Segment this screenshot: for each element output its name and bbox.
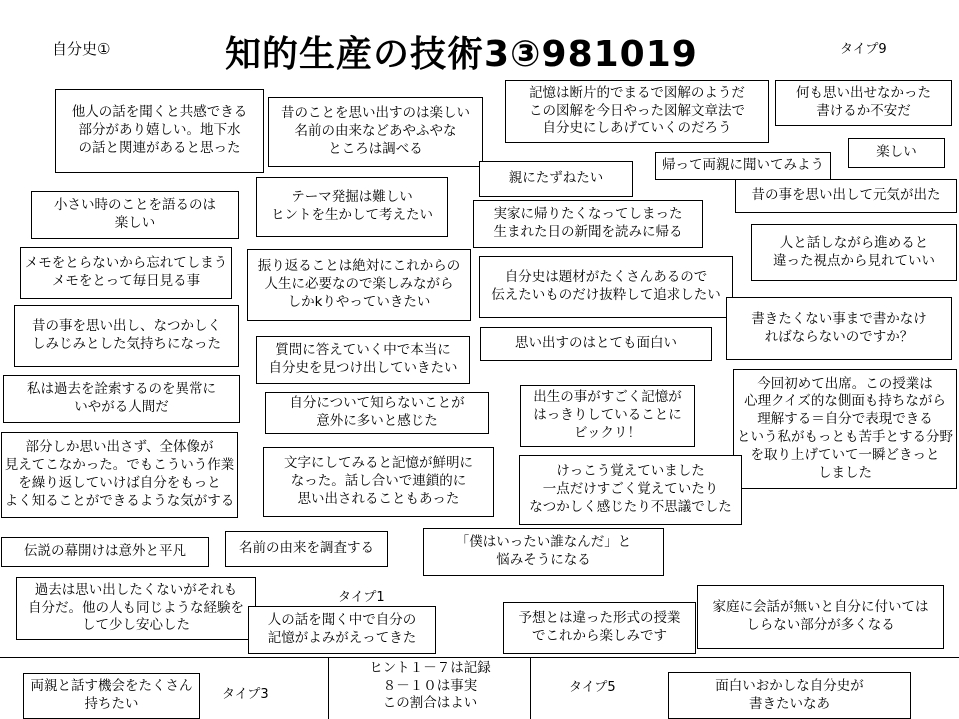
note-line: 部分があり嬉しい。地下水 — [78, 122, 241, 139]
note-line: 書きたくない事まで書かなけ — [751, 310, 927, 327]
note-line: 違った視点から見れていい — [773, 252, 935, 269]
note-card — [733, 369, 957, 489]
note-line: 生まれた日の新聞を読みに帰る — [493, 224, 683, 240]
note-line: して少し安心した — [82, 617, 190, 634]
note-line: 自分について知らないことが — [289, 395, 465, 412]
note-line: 私は過去を詮索するのを異常に — [27, 381, 216, 398]
note-line: 人生に必要なので楽しみながら — [264, 276, 454, 293]
hint-line: この割合はよい — [382, 695, 478, 712]
note-card — [479, 161, 633, 197]
note-line: 人の話を聞く中で自分の — [267, 612, 417, 629]
note-line: 心理クイズ的な側面も持ちながら — [744, 393, 946, 410]
note-card — [505, 80, 769, 143]
note-line: 人と話しながら進めると — [779, 234, 929, 251]
note-card — [265, 392, 489, 434]
note-card — [263, 447, 494, 517]
note-line: けっこう覚えていました — [556, 463, 705, 480]
hint-line: ヒント１－７は記録 — [369, 660, 491, 676]
note-line: しみじみとした気持ちになった — [32, 336, 221, 352]
type9-label: タイプ9 — [840, 42, 887, 57]
note-line: ればならないのですか？ — [764, 328, 914, 345]
note-card — [655, 152, 831, 180]
hint-text — [335, 660, 525, 713]
note-line: 実家に帰りたくなってしまった — [493, 206, 683, 223]
note-line: 過去は思い出したくないがそれも — [34, 581, 238, 598]
page-title: 知的生産の技術3③981019 — [225, 34, 698, 75]
note-line: 自分史にしあげていくのだろう — [542, 120, 732, 137]
note-card — [423, 528, 664, 576]
note-line: でこれから楽しみです — [532, 628, 667, 644]
note-line: 自分史は題材がたくさんあるので — [504, 269, 708, 286]
note-line: を繰り返していけば自分をもっと — [18, 475, 221, 491]
note-card — [668, 672, 911, 719]
note-card — [23, 673, 200, 719]
note-line: ところは調べる — [328, 140, 423, 157]
note-line: 伝えたいものだけ抜粋して追求したい — [491, 287, 721, 303]
note-card — [55, 89, 264, 173]
note-line: 他人の話を聞くと共感できる — [71, 104, 248, 121]
type3-label: タイプ3 — [222, 687, 269, 702]
note-line: 一点だけすごく覚えていたり — [542, 481, 719, 498]
note-card — [697, 585, 944, 649]
note-line: 記憶は断片的でまるで図解のようだ — [529, 84, 745, 101]
note-line: テーマ発掘は難しい — [291, 189, 413, 206]
note-card — [16, 577, 256, 640]
hint-line: ８－１０は事実 — [382, 677, 478, 694]
note-line: ビックリ！ — [574, 424, 641, 441]
note-line: という私がもっとも苦手とする分野 — [737, 429, 953, 445]
note-card — [14, 305, 239, 367]
note-line: しました — [818, 464, 872, 481]
page-label: 自分史① — [52, 40, 111, 58]
note-card — [480, 327, 712, 361]
note-line: メモをとって毎日見る事 — [51, 273, 201, 289]
note-line: なつかしく感じたり不思議でした — [529, 498, 732, 515]
type1-label: タイプ1 — [338, 590, 385, 605]
note-card — [3, 375, 240, 423]
note-line: 面白いおかしな自分史が — [715, 677, 864, 694]
note-line: 悩みそうになる — [496, 552, 591, 568]
note-line: 予想とは違った形式の授業 — [518, 610, 681, 627]
note-line: 出生の事がすごく記憶が — [533, 389, 682, 406]
note-line: 何も思い出せなかった — [796, 85, 931, 102]
note-line: しかkりやっていきたい — [287, 293, 431, 310]
note-line: 「僕はいったい誰なんだ」と — [455, 534, 632, 551]
note-line: 昔のことを思い出すのは楽しい — [281, 105, 470, 122]
note-card — [256, 336, 470, 384]
note-card — [775, 80, 952, 126]
note-card — [473, 200, 703, 248]
note-card — [268, 97, 483, 167]
note-line: 名前の由来などあやふやな — [294, 123, 457, 140]
note-card — [503, 602, 696, 654]
note-line: 思い出すのはとても面白い — [515, 335, 677, 352]
note-line: 理解する＝自分で表現できる — [757, 411, 933, 428]
note-line: 昔の事を思い出して元気が出た — [751, 187, 941, 204]
note-card — [735, 179, 957, 213]
note-line: よく知ることができるような気がする — [4, 492, 235, 509]
note-line: を取り上げていて一瞬どきっと — [750, 446, 940, 463]
note-card — [848, 138, 945, 168]
note-line: 伝説の幕開けは意外と平凡 — [24, 543, 186, 560]
note-line: 楽しい — [876, 144, 917, 161]
note-line: しらない部分が多くなる — [746, 617, 895, 633]
note-line: 自分だ。他の人も同じような経験を — [28, 599, 244, 616]
note-line: この図解を今日やった図解文章法で — [529, 102, 745, 119]
note-line: ヒントを生かして考えたい — [271, 207, 433, 223]
note-card — [726, 297, 952, 360]
note-line: 見えてこなかった。でもこういう作業 — [4, 457, 235, 474]
divider-middle — [530, 657, 531, 719]
note-line: 振り返ることは絶対にこれからの — [257, 258, 461, 275]
note-card — [20, 247, 232, 299]
note-line: 自分史を見つけ出していきたい — [268, 360, 458, 376]
note-line: 書きたいなあ — [749, 695, 830, 712]
note-card — [225, 531, 388, 567]
note-line: 両親と話す機会をたくさん — [30, 678, 193, 695]
note-line: 質問に答えていく中で本当に — [275, 342, 451, 359]
note-card — [248, 606, 436, 654]
note-card — [256, 177, 448, 237]
note-line: 書けるか不安だ — [816, 103, 911, 119]
note-line: 親にたずねたい — [508, 170, 604, 187]
note-line: 持ちたい — [84, 696, 139, 712]
divider-left — [328, 657, 329, 719]
note-line: 帰って両親に聞いてみよう — [662, 157, 824, 174]
note-line: 家庭に会話が無いと自分に付いては — [712, 599, 929, 616]
note-line: 文字にしてみると記憶が鮮明に — [284, 455, 473, 472]
note-line: なった。話し合いで連鎖的に — [290, 473, 467, 490]
note-line: の話と関連があると思った — [78, 139, 241, 156]
note-line: 意外に多いと感じた — [316, 413, 438, 429]
note-line: 部分しか思い出さず、全体像が — [25, 439, 214, 456]
note-line: 今回初めて出席。この授業は — [757, 375, 933, 392]
bottom-divider — [0, 657, 959, 658]
note-card — [520, 385, 695, 447]
note-card — [31, 191, 239, 239]
note-line: 名前の由来を調査する — [239, 540, 374, 557]
note-card — [247, 249, 471, 321]
note-line: 記憶がよみがえってきた — [267, 630, 417, 646]
note-line: 楽しい — [114, 215, 156, 231]
note-line: はっきりしていることに — [533, 407, 682, 424]
note-card — [479, 256, 733, 318]
note-line: いやがる人間だ — [74, 399, 169, 415]
note-card — [751, 224, 957, 281]
note-card — [1, 537, 209, 567]
type5-label: タイプ5 — [569, 680, 616, 695]
note-line: 昔の事を思い出し、なつかしく — [32, 318, 221, 335]
note-line: メモをとらないから忘れてしまう — [24, 255, 228, 272]
note-card — [1, 432, 238, 518]
note-line: 思い出されることもあった — [297, 490, 460, 507]
note-line: 小さい時のことを語るのは — [54, 197, 216, 214]
note-card — [519, 455, 742, 525]
